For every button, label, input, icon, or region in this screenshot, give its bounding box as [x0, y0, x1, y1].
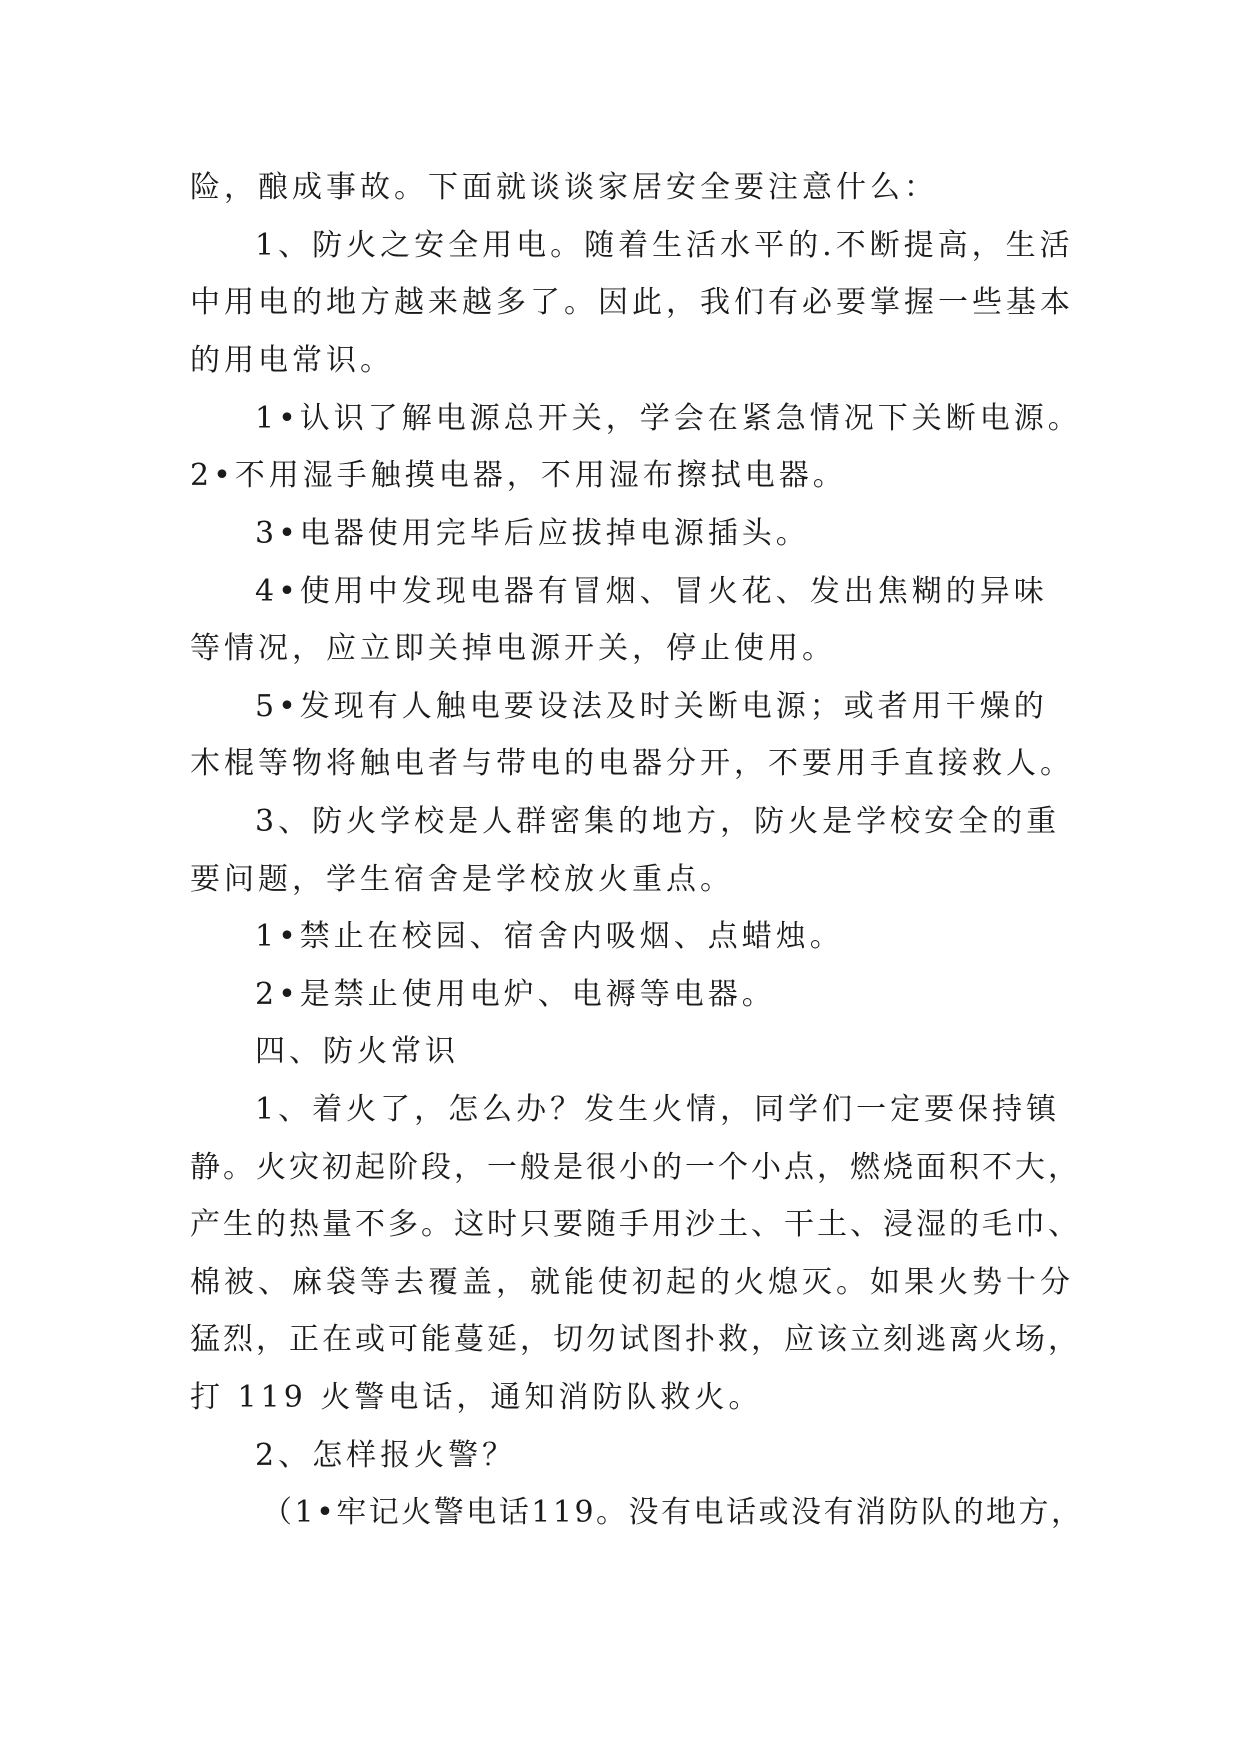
text-line-1: 险，酿成事故。下面就谈谈家居安全要注意什么：: [190, 170, 938, 205]
text-line-4: 的用电常识。: [190, 343, 394, 378]
text-line-11: 木棍等物将触电者与带电的电器分开，不要用手直接救人。: [190, 746, 1074, 781]
text-line-19: 产生的热量不多。这时只要随手用沙土、干土、浸湿的毛巾、: [190, 1207, 1081, 1242]
text-line-20: 棉被、麻袋等去覆盖，就能使初起的火熄灭。如果火势十分: [190, 1265, 1074, 1300]
text-line-9: 等情况，应立即关掉电源开关，停止使用。: [190, 631, 836, 666]
text-line-22: 打 119 火警电话，通知消防队救火。: [190, 1380, 763, 1415]
text-line-21: 猛烈，正在或可能蔓延，切勿试图扑救，应该立刻逃离火场，: [190, 1322, 1081, 1357]
text-line-10: 5•发现有人触电要设法及时关断电源；或者用干燥的: [255, 689, 1048, 724]
text-line-7: 3•电器使用完毕后应拔掉电源插头。: [255, 516, 810, 551]
text-line-15: 2•是禁止使用电炉、电褥等电器。: [255, 977, 776, 1012]
section-heading: 四、防火常识: [255, 1034, 459, 1069]
text-line-14: 1•禁止在校园、宿舍内吸烟、点蜡烛。: [255, 919, 844, 954]
text-line-24: （1•牢记火警电话119。没有电话或没有消防队的地方，: [262, 1495, 1084, 1530]
text-line-23: 2、怎样报火警？: [255, 1438, 517, 1473]
text-line-3: 中用电的地方越来越多了。因此，我们有必要掌握一些基本: [190, 285, 1074, 320]
text-line-18: 静。火灾初起阶段，一般是很小的一个小点，燃烧面积不大，: [190, 1150, 1081, 1185]
text-line-6: 2•不用湿手触摸电器，不用湿布擦拭电器。: [190, 458, 847, 493]
text-line-2: 1、防火之安全用电。随着生活水平的.不断提高，生活: [255, 228, 1074, 263]
text-line-8: 4•使用中发现电器有冒烟、冒火花、发出焦糊的异味: [255, 574, 1048, 609]
text-line-12: 3、防火学校是人群密集的地方，防火是学校安全的重: [255, 804, 1061, 839]
text-line-5: 1•认识了解电源总开关，学会在紧急情况下关断电源。: [255, 401, 1082, 436]
text-line-13: 要问题，学生宿舍是学校放火重点。: [190, 862, 734, 897]
text-line-17: 1、着火了，怎么办？发生火情，同学们一定要保持镇: [255, 1092, 1061, 1127]
